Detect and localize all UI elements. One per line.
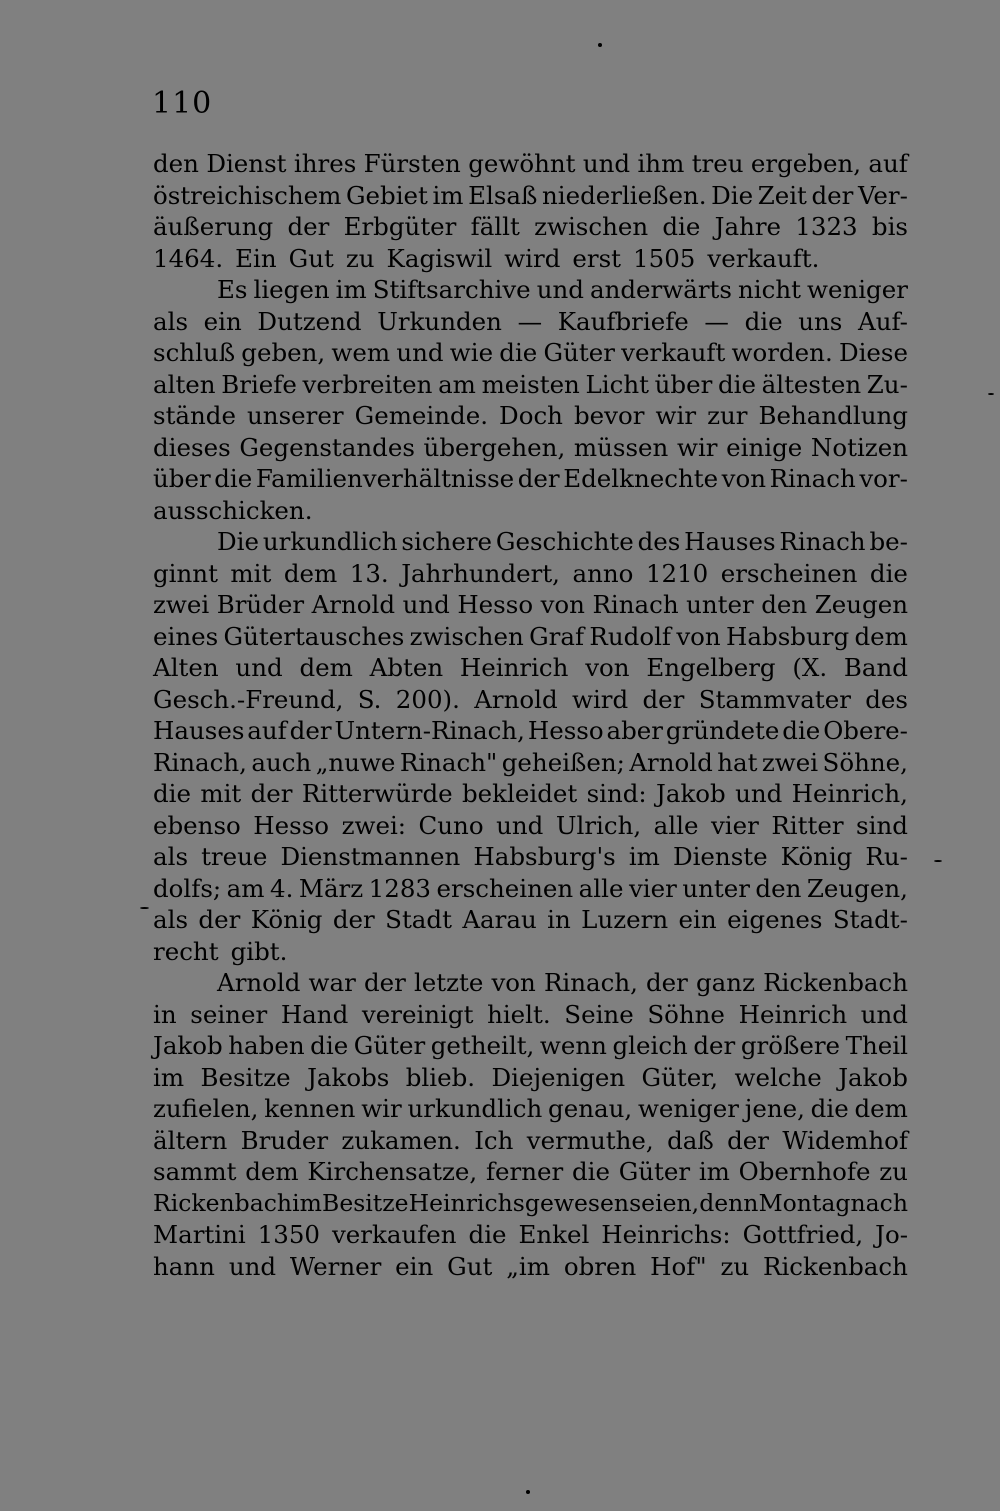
text-line: zwei Brüder Arnold und Hesso von Rinach unter den Zeugen [153,590,908,619]
text-line: über die Familienverhältnisse der Edelknechte von Rinach vor- [153,464,908,493]
text-line: als der König der Stadt Aarau in Luzern ein eigenes Stadt- [153,905,908,934]
text-line: dieses Gegenstandes übergehen, müssen wir einige Notizen [153,432,908,462]
text-line: Gesch.-Freund, S. 200). Arnold wird der Stammvater des [153,684,908,714]
text-line: alten Briefe verbreiten am meisten Licht über die ältesten Zu- [153,369,908,399]
text-line: im Besitze Jakobs blieb. Diejenigen Güter, welche Jakob [153,1062,908,1092]
text-line: Rickenbach im Besitze Heinrichs gewesen seien, denn Montag nach [153,1188,908,1217]
text-line: Martini 1350 verkaufen die Enkel Heinrichs: Gottfried, Jo- [153,1220,908,1249]
text-line: stände unserer Gemeinde. Doch bevor wir zur Behandlung [153,401,908,430]
text-line: den Dienst ihres Fürsten gewöhnt und ihm treu ergeben, auf [153,149,908,178]
text-line: hann und Werner ein Gut „im obren Hof" zu Rickenbach [153,1251,908,1281]
text-line: dolfs; am 4. März 1283 erscheinen alle vier unter den Zeugen, [153,873,908,903]
text-line: Die urkundlich sichere Geschichte des Hauses Rinach be- [217,527,908,556]
text-line: ausschicken. [153,495,313,525]
text-line: in seiner Hand vereinigt hielt. Seine Söhne Heinrich und [153,999,908,1029]
text-line: zufielen, kennen wir urkundlich genau, weniger jene, die dem [153,1094,908,1123]
text-line: Hauses auf der Untern-Rinach, Hesso aber gründete die Obere- [153,716,908,745]
text-line: als ein Dutzend Urkunden — Kaufbriefe — die uns Auf- [153,306,908,336]
text-line: recht gibt. [153,936,288,966]
body-text [153,148,908,1282]
text-line: ginnt mit dem 13. Jahrhundert, anno 1210 erscheinen die [153,558,908,588]
text-line: als treue Dienstmannen Habsburg's im Dienste König Ru- [153,842,908,871]
text-line: äußerung der Erbgüter fällt zwischen die Jahre 1323 bis [153,212,908,241]
text-line: östreichischem Gebiet im Elsaß niederließen. Die Zeit der Ver- [153,180,908,210]
text-line: ältern Bruder zukamen. Ich vermuthe, daß der Widemhof [153,1125,908,1155]
text-line: Jakob haben die Güter getheilt, wenn gleich der größere Theil [153,1031,908,1060]
text-line: eines Gütertausches zwischen Graf Rudolf von Habsburg dem [153,621,908,651]
text-line: Rinach, auch „nuwe Rinach" geheißen; Arnold hat zwei Söhne, [153,747,908,777]
scan-speck [598,43,602,47]
text-line: Arnold war der letzte von Rinach, der ganz Rickenbach [217,968,908,997]
text-line: sammt dem Kirchensatze, ferner die Güter im Obernhofe zu [153,1157,908,1186]
text-line: 1464. Ein Gut zu Kagiswil wird erst 1505 verkauft. [153,243,820,273]
text-line: Es liegen im Stiftsarchive und anderwärts nicht weniger [217,275,908,304]
text-line: ebenso Hesso zwei: Cuno und Ulrich, alle vier Ritter sind [153,810,908,840]
scan-speck [988,393,994,395]
scan-speck [934,860,942,862]
text-line: schluß geben, wem und wie die Güter verkauft worden. Diese [153,338,908,367]
text-line: die mit der Ritterwürde bekleidet sind: Jakob und Heinrich, [153,779,908,808]
scan-speck [140,907,149,909]
page-number: 110 [152,86,213,121]
scan-speck [526,1490,530,1494]
text-line: Alten und dem Abten Heinrich von Engelberg (X. Band [153,653,908,682]
